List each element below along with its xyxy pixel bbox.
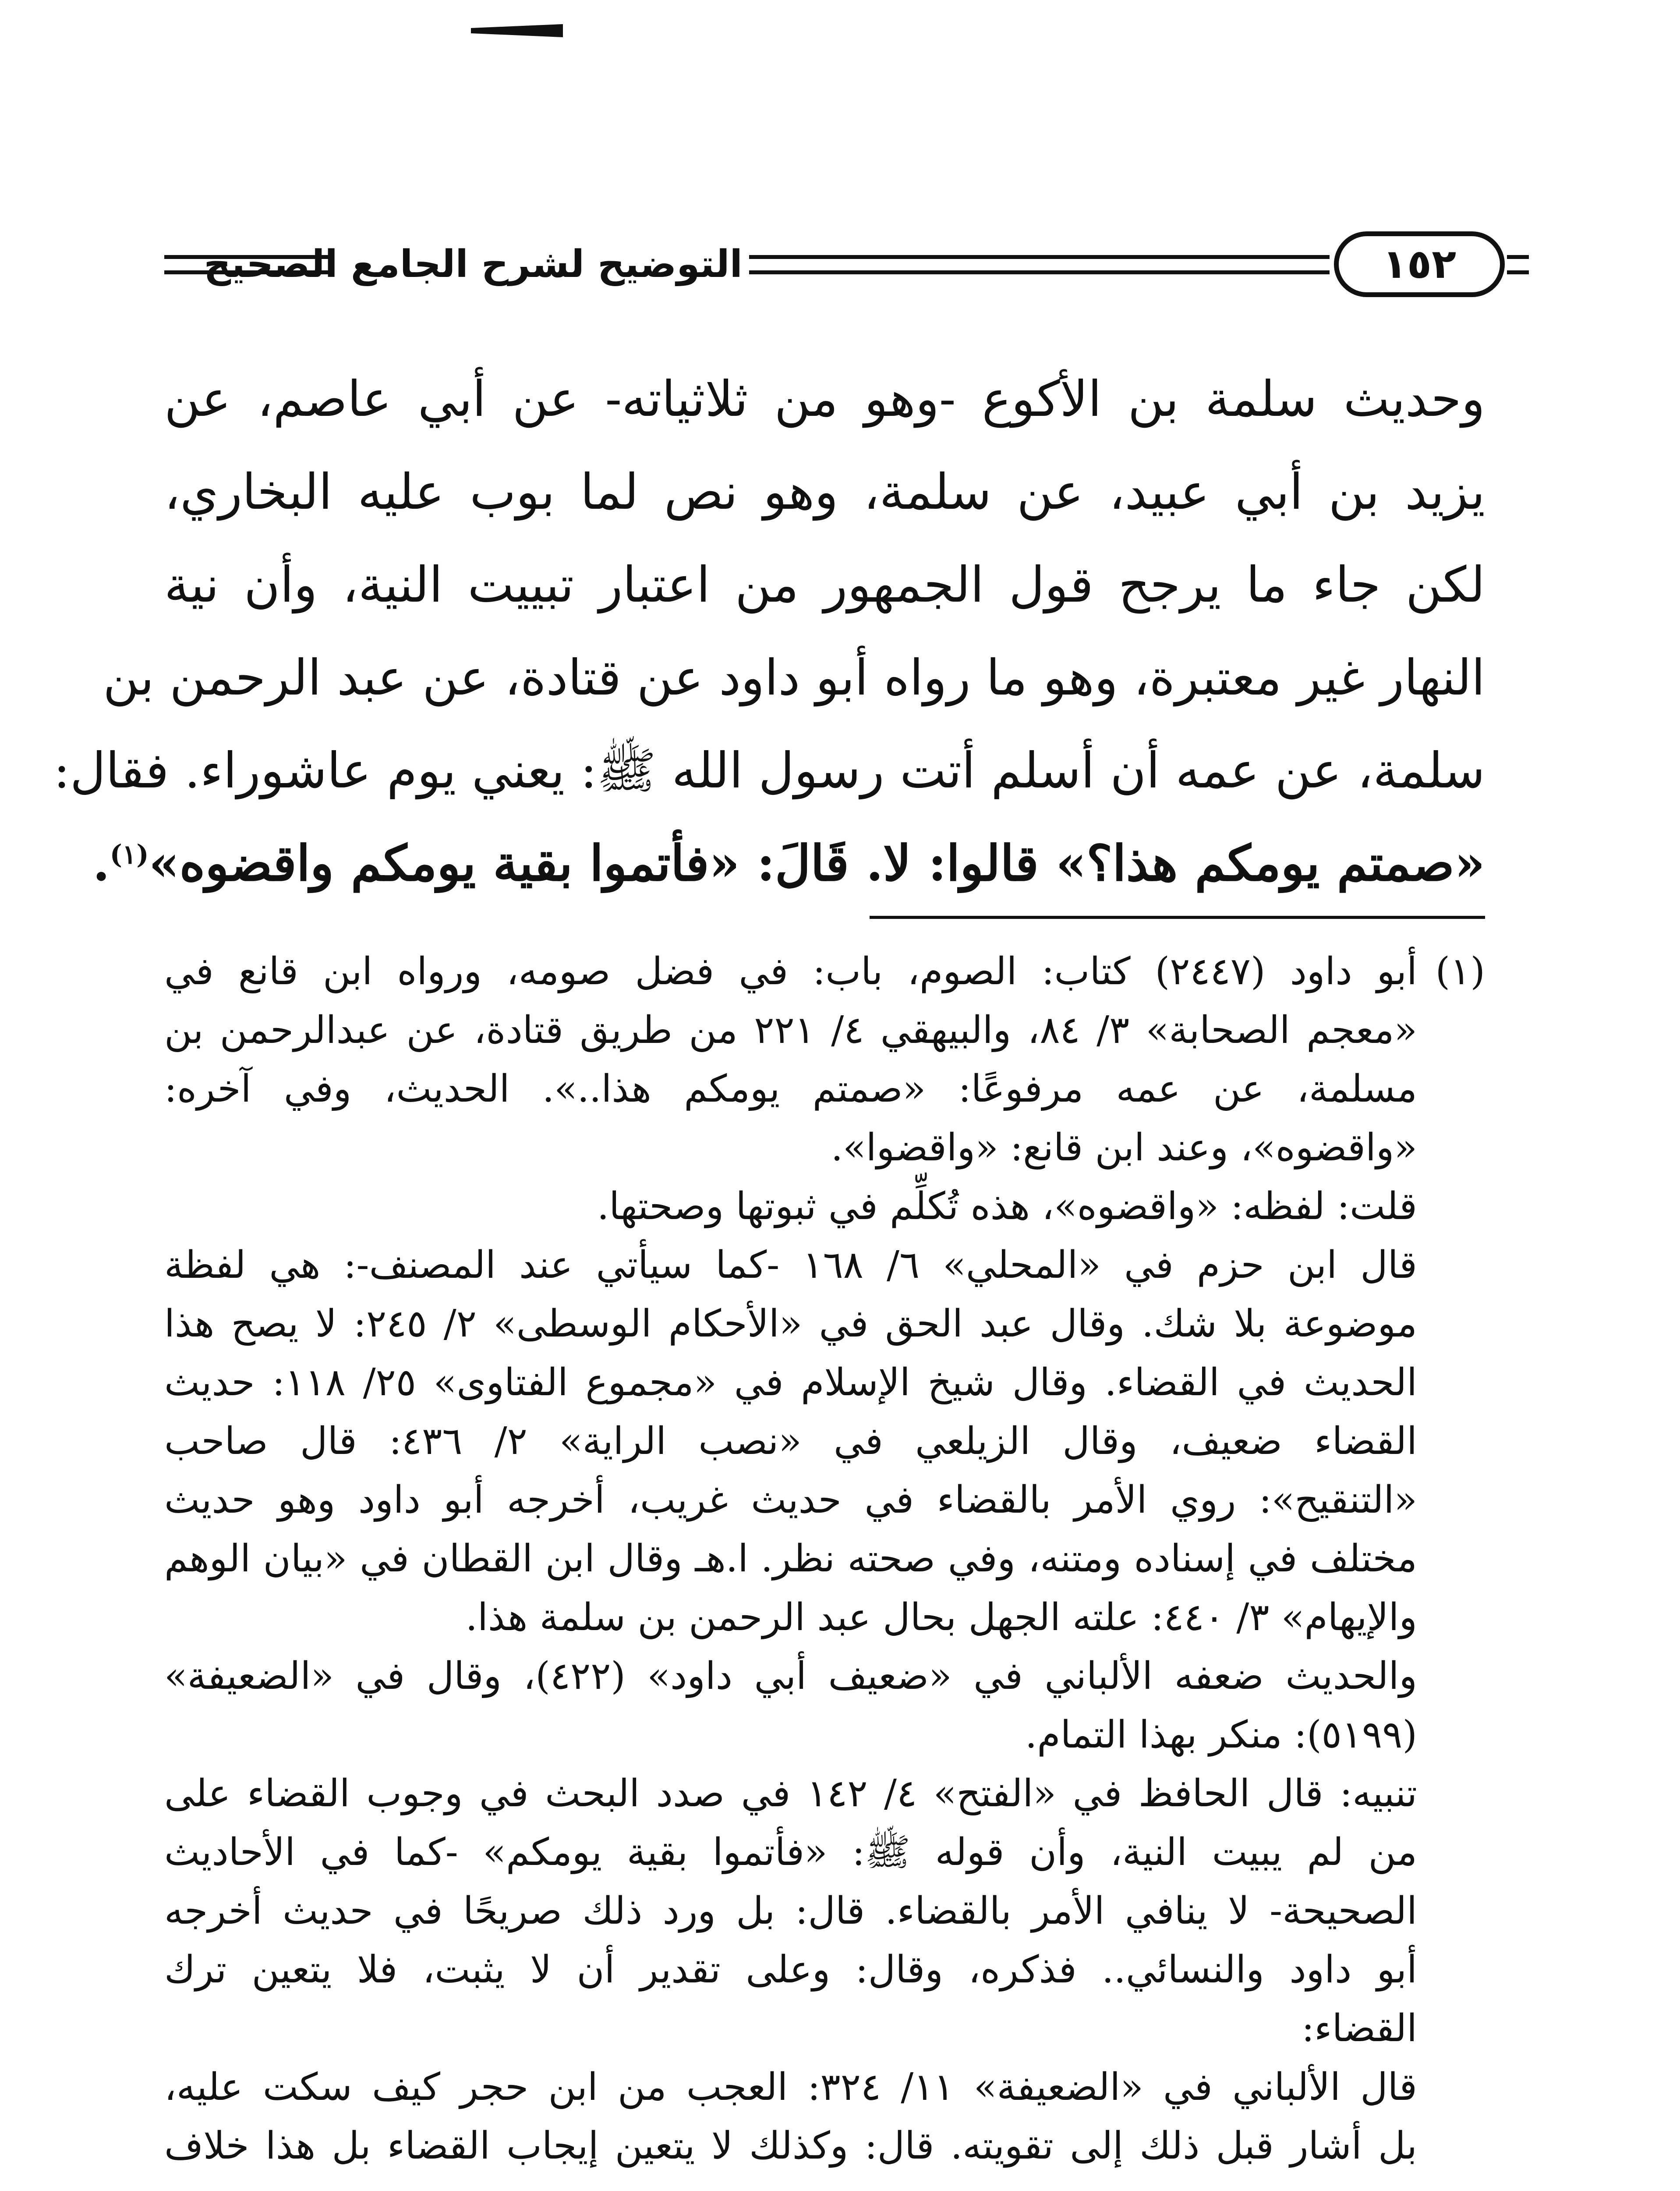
footnote-line: «معجم الصحابة» ٣/ ٨٤، والبيهقي ٤/ ٢٢١ من طريق قتادة، عن عبدالرحمن بن (164, 1008, 1418, 1052)
footnote-line: والإيهام» ٣/ ٤٤٠: علته الجهل بحال عبد الرحمن بن سلمة هذا. (465, 1595, 1417, 1639)
footnote-line: بل أشار قبل ذلك إلى تقويته. قال: وكذلك لا يتعين إيجاب القضاء بل هذا خلاف (164, 2124, 1417, 2168)
page-header (164, 228, 1529, 300)
main-text-last-line (92, 817, 1485, 910)
footnote-line: تنبيه: قال الحافظ في «الفتح» ٤/ ١٤٢ في صدد البحث في وجوب القضاء على (164, 1772, 1418, 1815)
main-text-line: وحديث سلمة بن الأكوع -وهو من ثلاثياته- عن أبي عاصم، عن (164, 371, 1485, 428)
footnote-line: القضاء: (1302, 2007, 1417, 2050)
footnote-line (164, 942, 1485, 1001)
footnote-line: مسلمة، عن عمه مرفوعًا: «صمتم يومكم هذا..». الحديث، وفي آخره: (164, 1067, 1417, 1111)
footnote-line: الحديث في القضاء. وقال شيخ الإسلام في «مجموع الفتاوى» ٢٥/ ١١٨: حديث (164, 1361, 1418, 1404)
book-title: التوضيح لشرح الجامع الصحيح (204, 242, 743, 286)
footnote-line: «التنقيح»: روي الأمر بالقضاء في حديث غريب، أخرجه أبو داود وهو حديث (164, 1478, 1417, 1522)
main-text-line: لكن جاء ما يرجح قول الجمهور من اعتبار تبييت النية، وأن نية (164, 557, 1485, 613)
main-text-line: يزيد بن أبي عبيد، عن سلمة، وهو نص لما بوب عليه البخاري، (164, 464, 1485, 521)
footnotes (164, 942, 1485, 2175)
footnote-line: والحديث ضعفه الألباني في «ضعيف أبي داود» (٤٢٢)، وقال في «الضعيفة» (164, 1654, 1417, 1698)
header-rule-middle (749, 255, 1330, 274)
main-text-line: سلمة، عن عمه أن أسلم أتت رسول الله ﷺ: يعني يوم عاشوراء. فقال: (53, 742, 1485, 799)
footnote-line: قلت: لفظه: «واقضوه»، هذه تُكلِّم في ثبوتها وصحتها. (597, 1184, 1417, 1228)
footnote-line: موضوعة بلا شك. وقال عبد الحق في «الأحكام الوسطى» ٢/ ٢٤٥: لا يصح هذا (164, 1302, 1417, 1346)
footnote-reference[interactable]: (١) (110, 839, 149, 870)
footnote-line: قال ابن حزم في «المحلي» ٦/ ١٦٨ -كما سيأتي عند المصنف-: هي لفظة (164, 1243, 1418, 1287)
main-text (53, 353, 1485, 910)
footnote-line: أبو داود والنسائي.. فذكره، وقال: وعلى تقدير أن لا يثبت، فلا يتعين ترك (164, 1948, 1417, 1992)
footnote-separator (870, 916, 1485, 919)
footnote-line: مختلف في إسناده ومتنه، وفي صحته نظر. ا.هـ وقال ابن القطان في «بيان الوهم (164, 1537, 1417, 1581)
footnote-line: القضاء ضعيف، وقال الزيلعي في «نصب الراية» ٢/ ٤٣٦: قال صاحب (164, 1419, 1417, 1463)
main-text-line: النهار غير معتبرة، وهو ما رواه أبو داود عن قتادة، عن عبد الرحمن بن (103, 649, 1485, 706)
footnote-line: قال الألباني في «الضعيفة» ١١/ ٣٢٤: العجب من ابن حجر كيف سكت عليه، (164, 2065, 1417, 2109)
footnote-line: الصحيحة- لا ينافي الأمر بالقضاء. قال: بل ورد ذلك صريحًا في حديث أخرجه (164, 1889, 1417, 1933)
sentence-end: . (92, 835, 110, 892)
header-rule-right (1507, 255, 1529, 274)
page-number: ١٥٢ (1334, 231, 1505, 297)
hadith-quote: «صمتم يومكم هذا؟» قالوا: لا. قَالَ: «فأتموا بقية يومكم واقضوه» (149, 835, 1485, 892)
top-decoration (471, 24, 563, 37)
footnote-line: «واقضوه»، وعند ابن قانع: «واقضوا». (831, 1126, 1417, 1170)
footnote-line: من لم يبيت النية، وأن قوله ﷺ: «فأتموا بقية يومكم» -كما في الأحاديث (164, 1830, 1417, 1874)
footnote-number: (١) (1435, 950, 1485, 993)
footnote-line: (٥١٩٩): منكر بهذا التمام. (1025, 1713, 1417, 1757)
footnote-text: أبو داود (٢٤٤٧) كتاب: الصوم، باب: في فضل صومه، ورواه ابن قانع في (164, 950, 1417, 993)
